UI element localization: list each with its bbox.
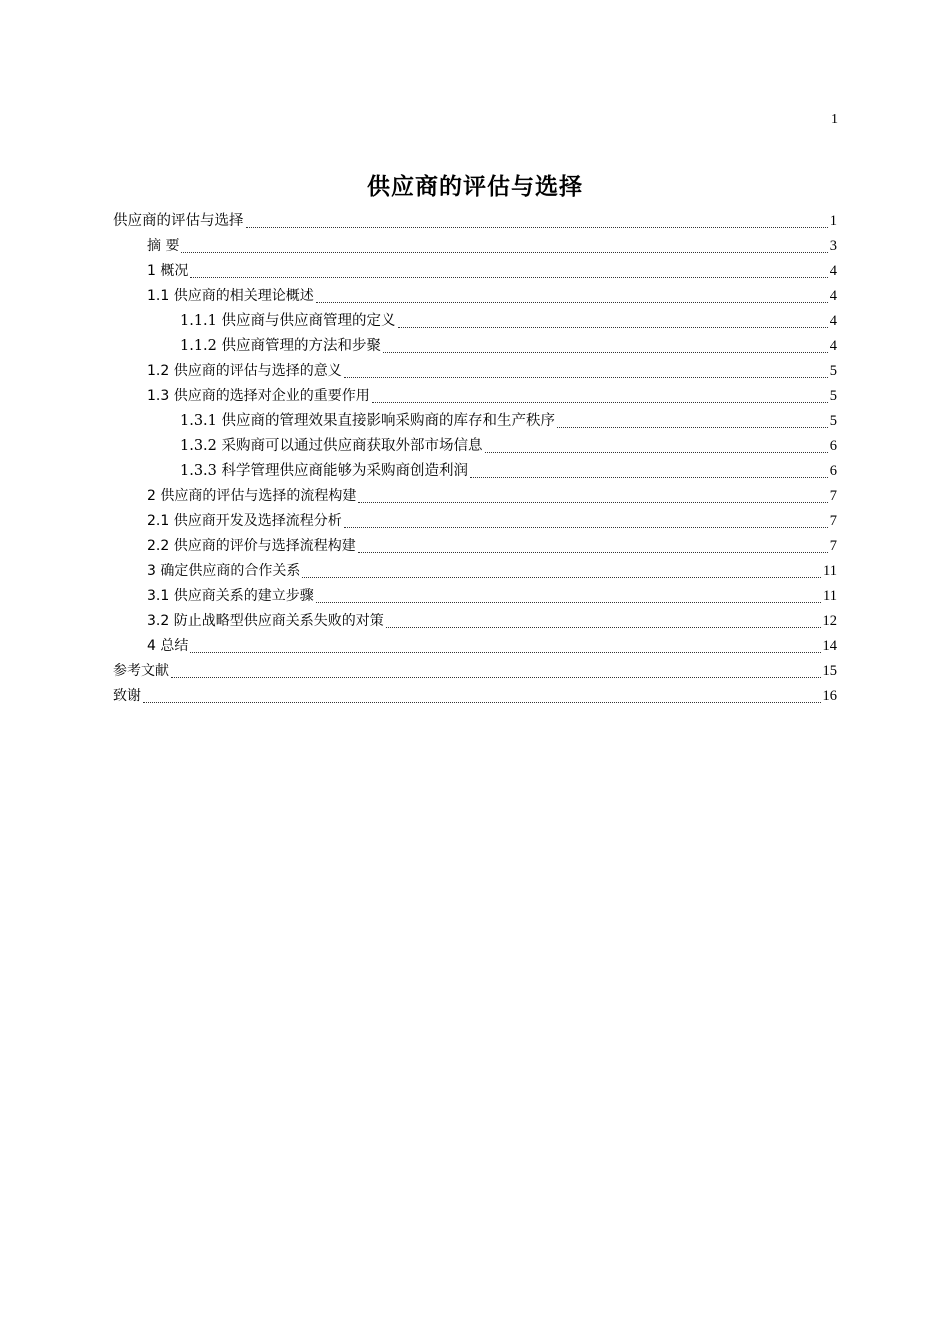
toc-dot-leader [344, 377, 828, 378]
toc-entry[interactable] [113, 284, 837, 309]
toc-entry[interactable] [113, 384, 837, 409]
toc-entry-label: 1.3.1 供应商的管理效果直接影响采购商的库存和生产秩序 [180, 413, 556, 429]
toc-entry[interactable] [113, 209, 837, 234]
toc-entry-label: 3.2 防止战略型供应商关系失败的对策 [147, 613, 384, 629]
toc-entry-page: 7 [829, 513, 837, 529]
toc-dot-leader [190, 277, 827, 278]
toc-entry-page: 4 [829, 288, 837, 304]
toc-dot-leader [246, 227, 828, 228]
toc-entry-page: 5 [829, 388, 837, 404]
toc-entry-label: 1.2 供应商的评估与选择的意义 [147, 363, 342, 379]
toc-entry-page: 12 [822, 613, 837, 629]
toc-entry[interactable] [113, 659, 837, 684]
toc-entry[interactable] [113, 584, 837, 609]
toc-entry-page: 4 [829, 313, 837, 329]
toc-dot-leader [358, 552, 828, 553]
toc-entry[interactable] [113, 559, 837, 584]
table-of-contents [113, 209, 837, 709]
toc-dot-leader [398, 327, 828, 328]
toc-entry[interactable] [113, 534, 837, 559]
toc-entry-label: 3.1 供应商关系的建立步骤 [147, 588, 314, 604]
toc-entry[interactable] [113, 259, 837, 284]
toc-entry[interactable] [113, 359, 837, 384]
toc-entry-label: 4 总结 [147, 638, 189, 654]
toc-entry-page: 4 [829, 263, 837, 279]
toc-entry-page: 5 [829, 413, 837, 429]
toc-dot-leader [302, 577, 821, 578]
toc-dot-leader [470, 477, 828, 478]
toc-entry[interactable] [113, 409, 837, 434]
toc-entry-label: 致谢 [113, 688, 141, 704]
toc-entry-label: 2.2 供应商的评价与选择流程构建 [147, 538, 356, 554]
toc-entry[interactable] [113, 234, 837, 259]
toc-entry-page: 3 [829, 238, 837, 254]
toc-dot-leader [143, 702, 821, 703]
page-number: 1 [831, 112, 838, 127]
toc-dot-leader [485, 452, 828, 453]
toc-entry-page: 1 [829, 213, 837, 229]
toc-dot-leader [383, 352, 828, 353]
toc-entry-label: 供应商的评估与选择 [113, 213, 244, 229]
toc-dot-leader [372, 402, 828, 403]
toc-entry-page: 15 [822, 663, 837, 679]
toc-entry-page: 6 [829, 463, 837, 479]
toc-entry[interactable] [113, 609, 837, 634]
toc-entry-label: 参考文献 [113, 663, 169, 679]
toc-entry-label: 2 供应商的评估与选择的流程构建 [147, 488, 357, 504]
toc-dot-leader [386, 627, 821, 628]
toc-entry-label: 1.3.2 采购商可以通过供应商获取外部市场信息 [180, 438, 483, 454]
toc-entry-label: 1.3 供应商的选择对企业的重要作用 [147, 388, 370, 404]
toc-entry-label: 1.1.2 供应商管理的方法和步聚 [180, 338, 382, 354]
toc-dot-leader [190, 652, 820, 653]
toc-dot-leader [344, 527, 828, 528]
toc-entry-page: 16 [822, 688, 837, 704]
toc-entry-label: 摘 要 [147, 238, 180, 254]
toc-dot-leader [358, 502, 827, 503]
toc-entry-page: 14 [822, 638, 837, 654]
toc-entry-label: 1 概况 [147, 263, 189, 279]
toc-entry[interactable] [113, 509, 837, 534]
toc-entry[interactable] [113, 434, 837, 459]
toc-entry-page: 11 [823, 588, 837, 604]
toc-dot-leader [316, 302, 828, 303]
toc-entry-label: 1.3.3 科学管理供应商能够为采购商创造利润 [180, 463, 469, 479]
toc-entry-page: 6 [829, 438, 837, 454]
toc-dot-leader [171, 677, 821, 678]
toc-entry-label: 2.1 供应商开发及选择流程分析 [147, 513, 342, 529]
toc-entry-page: 11 [823, 563, 837, 579]
toc-entry-page: 7 [829, 488, 837, 504]
toc-entry-label: 1.1.1 供应商与供应商管理的定义 [180, 313, 396, 329]
toc-entry-label: 3 确定供应商的合作关系 [147, 563, 301, 579]
toc-dot-leader [557, 427, 828, 428]
toc-entry[interactable] [113, 684, 837, 709]
toc-dot-leader [181, 252, 827, 253]
toc-entry-page: 4 [829, 338, 837, 354]
toc-entry-label: 1.1 供应商的相关理论概述 [147, 288, 314, 304]
toc-entry[interactable] [113, 309, 837, 334]
toc-dot-leader [316, 602, 821, 603]
toc-entry-page: 5 [829, 363, 837, 379]
document-title: 供应商的评估与选择 [367, 174, 583, 200]
toc-entry-page: 7 [829, 538, 837, 554]
toc-entry[interactable] [113, 484, 837, 509]
toc-entry[interactable] [113, 459, 837, 484]
toc-entry[interactable] [113, 334, 837, 359]
toc-entry[interactable] [113, 634, 837, 659]
